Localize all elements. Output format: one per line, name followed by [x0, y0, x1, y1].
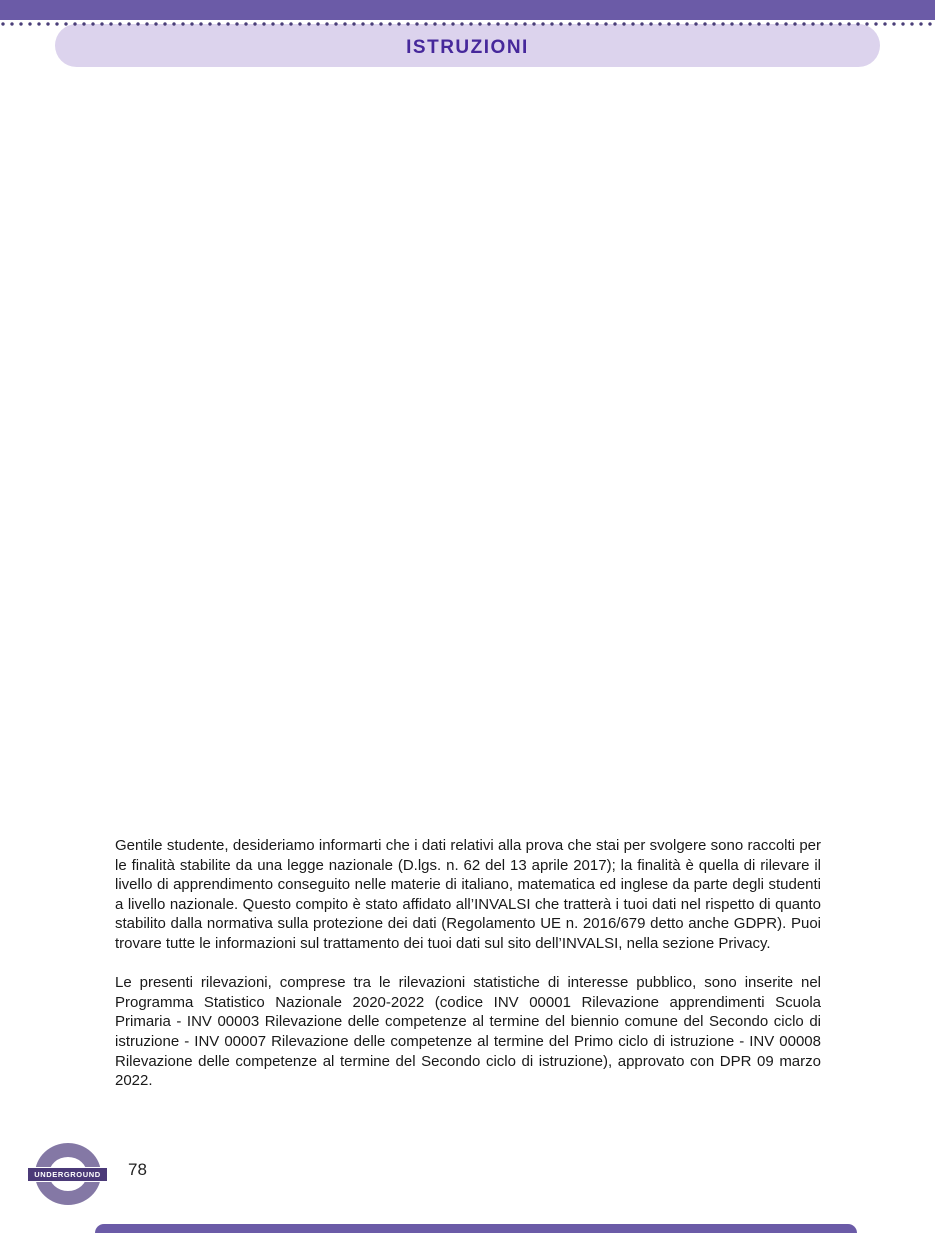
roundel-label: UNDERGROUND: [34, 1170, 101, 1179]
page-title: ISTRUZIONI: [406, 36, 529, 58]
instructions-text-block: [115, 836, 821, 1091]
top-border-bar: [0, 0, 935, 20]
bottom-border-bar: [95, 1224, 857, 1233]
statistics-paragraph: Le presenti rilevazioni, comprese tra le rilevazioni statistiche di interesse pubblico, sono inserite nel Programma Statistico Nazionale 2020-2022 (codice INV 00001 Rilevazione apprendimenti Scuola Primaria - INV 00003 Rilevazione delle competenze al termine del biennio comune del Secondo ciclo di istruzione - INV 00007 Rilevazione delle competenze al termine del Primo ciclo di istruzione - INV 00008 Rilevazione delle competenze al termine del Secondo ciclo di istruzione), approvato con DPR 09 marzo 2022.: [115, 974, 821, 1090]
page-number: 78: [128, 1160, 147, 1179]
perforation-dots: [0, 21, 935, 27]
roundel-bar: [27, 1167, 108, 1182]
underground-roundel-logo: [33, 1143, 113, 1209]
privacy-paragraph: Gentile studente, desideriamo informarti che i dati relativi alla prova che stai per svolgere sono raccolti per le finalità stabilite da una legge nazionale (D.lgs. n. 62 del 13 aprile 2017); la finalità è quella di rilevare il livello di apprendimento conseguito nelle materie di italiano, matematica ed inglese da parte degli studenti a livello nazionale. Questo compito è stato affidato all’INVALSI che tratterà i tuoi dati nel rispetto di quanto stabilito dalla normativa sulla protezione dei dati (Regolamento UE n. 2016/679 detto anche GDPR). Puoi trovare tutte le informazioni sul trattamento dei tuoi dati sul sito dell’INVALSI, nella sezione Privacy.: [115, 837, 821, 952]
instructions-header: [55, 24, 880, 67]
